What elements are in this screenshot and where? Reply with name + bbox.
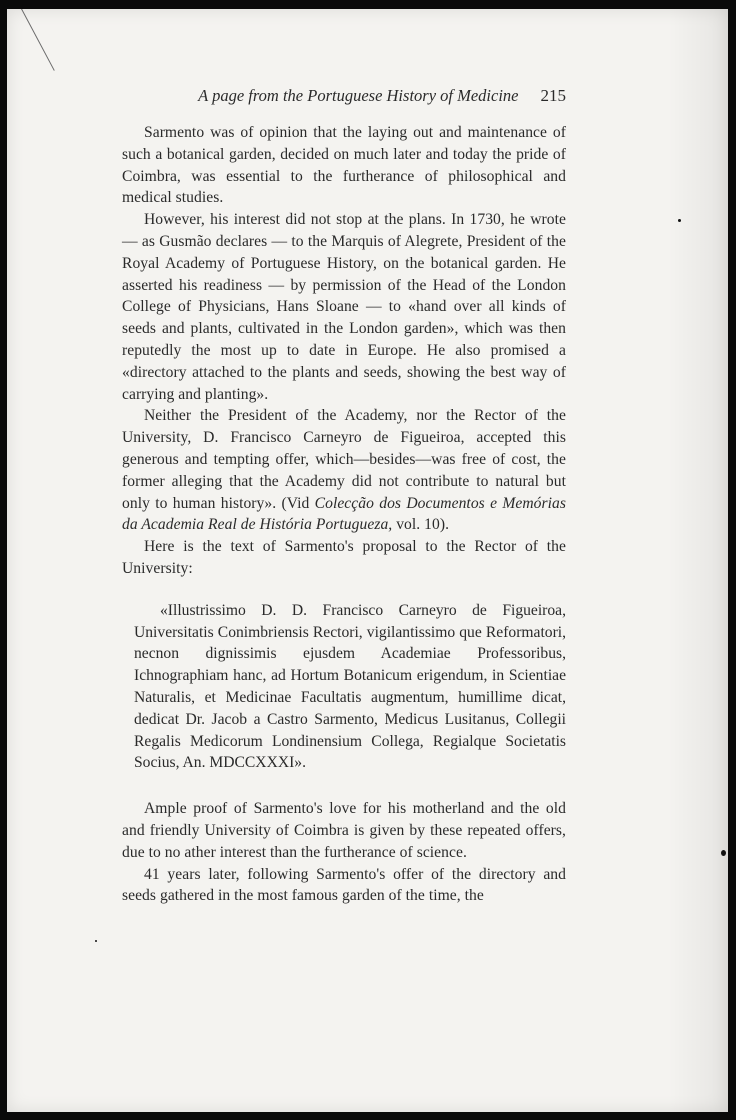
citation-title: Colecção dos Documentos e Memórias da Academia Real de História Portugueza, (122, 494, 566, 534)
paragraph: Sarmento was of opinion that the laying out and maintenance of such a botanical garden, decided on much later and today the pride of Coimbra, was essential to the furtherance of philosophical and medical studies. (122, 124, 566, 207)
paragraph: Here is the text of Sarmento's proposal to the Rector of the University: (122, 538, 566, 577)
ink-speck (95, 940, 97, 942)
paragraph-text: Neither the President of the Academy, nor the Rector of the University, D. Francisco Carneyro de Figueiroa, accepted this generous and tempting offer, which—besides—was free of cost, the former alleging that the Academy did not contribute to natural but only to human history». (Vid (122, 407, 566, 512)
page-edge-mark (21, 9, 55, 71)
ink-speck (678, 219, 681, 222)
paragraph-text: vol. 10). (392, 516, 450, 534)
running-title: A page from the Portuguese History of Medicine (198, 86, 519, 105)
page-content (122, 86, 566, 907)
page-number: 215 (540, 86, 566, 105)
paragraph: Ample proof of Sarmento's love for his motherland and the old and friendly University of Coimbra is given by these repeated offers, due to no ather interest than the furtherance of science. (122, 800, 566, 861)
ink-speck (721, 850, 726, 856)
paragraph (122, 405, 566, 536)
running-head (122, 86, 566, 106)
paragraph: 41 years later, following Sarmento's offer of the directory and seeds gathered in the most famous garden of the time, the (122, 865, 566, 905)
latin-dedication-quote: «Illustrissimo D. D. Francisco Carneyro de Figueiroa, Universitatis Conimbriensis Rectori, vigilantissimo que Reformatori, necnon dignissimis ejusdem Academiae Professoribus, Ichnographiam hanc, ad Hortum Botanicum erigendum, in Scientiae Naturalis, et Medicinae Facultatis augmentum, humillime dicat, dedicat Dr. Jacob a Castro Sarmento, Medicus Lusitanus, Collegii Regalis Medicorum Londinensium Collega, Regialque Societatis Socius, An. MDCCXXXI». (134, 601, 566, 772)
paragraph: However, his interest did not stop at the plans. In 1730, he wrote — as Gusmão declares — to the Marquis of Alegrete, President of the Royal Academy of Portuguese History, on the botanical garden. He asserted his readiness — by permission of the Head of the London College of Physicians, Hans Sloane — to «hand over all kinds of seeds and plants, cultivated in the London garden», which was then reputedly the most up to date in Europe. He also promised a «directory attached to the plants and seeds, showing the best way of carrying and planting». (122, 211, 566, 403)
page-shading (668, 9, 728, 1112)
